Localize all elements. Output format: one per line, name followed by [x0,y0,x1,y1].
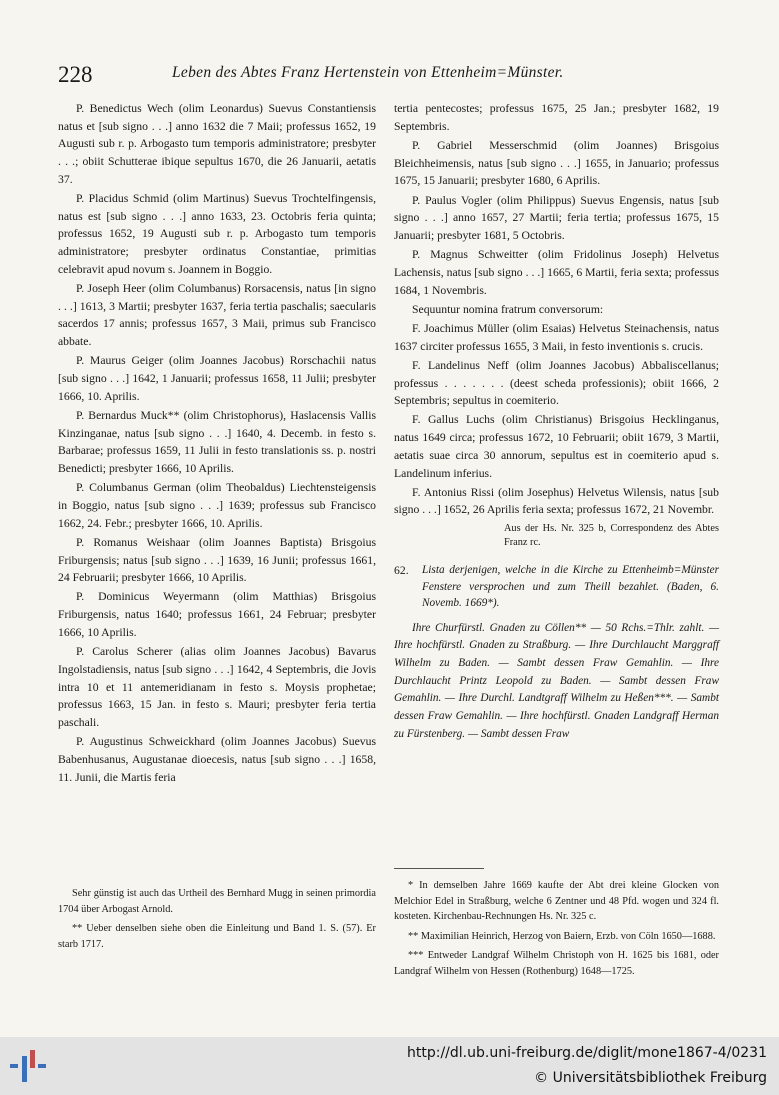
footnotes-right [394,878,719,983]
page-number: 228 [58,62,93,87]
ub-freiburg-logo-icon [10,1046,50,1086]
right-column [394,100,719,745]
register-entry: P. Paulus Vogler (olim Philippus) Suevus Engensis, natus [sub signo . . .] anno 1657, 27 Martii; feria tertia; professus 1675, 15 Januarii; presbyter 1681, 5 Octobris. [394,193,719,242]
running-head: Leben des Abtes Franz Hertenstein von Ettenheim=Münster. [172,64,564,81]
footnote: Sehr günstig ist auch das Urtheil des Bernhard Mugg in seinen primordia 1704 über Arbogast Arnold. [58,888,376,915]
register-entry: P. Magnus Schweitter (olim Fridolinus Joseph) Helvetus Lachensis, natus [sub signo . . .] 1665, 6 Martii, feria sexta; professus 1684, 1 Novembris. [394,248,719,297]
source-reference: Aus der Hs. Nr. 325 b, Correspondenz des Abtes Franz rc. [504,523,719,549]
register-entry: P. Maurus Geiger (olim Joannes Jacobus) Rorschachii natus [sub signo . . .] 1642, 1 Januarii; professus 1658, 11 Julii; presbyter 1666, 10. Aprilis. [58,354,376,403]
register-entry: P. Joseph Heer (olim Columbanus) Rorsacensis, natus [in signo . . .] 1613, 3 Martii; presbyter 1637, feria tertia paschalis; saecularis sacerdos 17 annis; professus 1657, 3 Maii, primus sub Francisco abbate. [58,282,376,349]
footnotes-left [58,886,376,956]
register-entry: F. Joachimus Müller (olim Esaias) Helvetus Steinachensis, natus 1637 circiter professus 1655, 3 Maii, in festo inventionis s. crucis. [394,321,719,353]
register-entry: F. Landelinus Neff (olim Joannes Jacobus) Abbaliscellanus; professus . . . . . . . (deest scheda professionis); obiit 1666, 2 Septembris; sepultus in coemiterio. [394,358,719,408]
register-entry: P. Benedictus Wech (olim Leonardus) Suevus Constantiensis natus et [sub signo . . .] anno 1632 die 7 Maii; professus 1652, 19 Augusti sub r. p. Arbogasto tum temporis administratore; presbyter . . .; obiit Schutterae ibique sepultus 1670, die 26 Januarii, aetatis 37. [58,102,376,186]
copyright-notice: © Universitätsbibliothek Freiburg [534,1070,767,1086]
footer-bar [0,1037,779,1095]
register-entry: P. Gabriel Messerschmid (olim Joannes) Brisgoius Bleichheimensis, natus [sub signo . . .] 1655, in Januario; professus 1675, 15 Januarii; presbyter 1680, 6 Aprilis. [394,138,719,188]
footnote-rule [394,868,484,869]
document-heading [394,562,719,612]
left-column [58,100,376,788]
register-entry: tertia pentecostes; professus 1675, 25 Jan.; presbyter 1682, 19 Septembris. [394,102,719,133]
footnote: ** Maximilian Heinrich, Herzog von Baiern, Erzb. von Cöln 1650—1688. [408,930,716,942]
register-entry: P. Augustinus Schweickhard (olim Joannes Jacobus) Suevus Babenhusanus, Augustanae dioecesis, natus [sub signo . . .] 1658, 11. Junii, die Martis feria [58,735,376,784]
register-entry: F. Gallus Luchs (olim Christianus) Brisgoius Hecklinganus, natus 1649 circa; professus 1672, 10 Februarii; obiit 1679, 3 Martii, aetatis suae circa 30 annorum, sepultus est in coemiterio apud s. Landelinum inferius. [394,413,719,480]
register-entry: P. Dominicus Weyermann (olim Matthias) Brisgoius Friburgensis, natus 1640; professus 1661, 24 Februar; presbyter 1666, 10 Aprilis. [58,590,376,639]
section-heading: Sequuntur nomina fratrum conversorum: [412,302,604,316]
register-entry: P. Columbanus German (olim Theobaldus) Liechtensteigensis in Boggio, natus [sub signo . . .] 1639; professus sub Francisco 1662, 24. Febr.; presbyter 1666, 10. Aprilis. [58,481,376,530]
footnote: ** Ueber denselben siehe oben die Einleitung und Band 1. S. (57). Er starb 1717. [58,923,376,950]
footnote: * In demselben Jahre 1669 kaufte der Abt drei kleine Glocken von Melchior Edel in Straßburg, welche 6 Zentner und 48 Pfd. wogen und 324 fl. kosteten. Kirchenbau-Rechnungen Hs. Nr. 325 c. [394,880,719,922]
permalink[interactable]: http://dl.ub.uni-freiburg.de/diglit/mone1867-4/0231 [407,1045,767,1061]
register-entry: F. Antonius Rissi (olim Josephus) Helvetus Wilensis, natus [sub signo . . .] 1652, 26 Aprilis feria sexta; professus 1672, 21 Novembr. [394,485,719,517]
footnote: *** Entweder Landgraf Wilhelm Christoph von H. 1625 bis 1681, oder Landgraf Wilhelm von Hessen (Rothenburg) 1648—1725. [394,950,719,977]
register-entry: P. Bernardus Muck** (olim Christophorus), Haslacensis Vallis Kinzinganae, natus [sub signo . . .] 1640, 4. Decemb. in festo s. Barbarae; professus 1659, 11 Julii in festo translationis ss. p. nostri Benedicti; presbyter 1666, 10 Aprilis. [58,408,376,476]
document-title: Lista derjenigen, welche in die Kirche zu Ettenheimb=Münster Fenstere versprochen und zum Theill bezahlet. (Baden, 6. Novemb. 1669*). [422,564,719,610]
register-entry: P. Romanus Weishaar (olim Joannes Baptista) Brisgoius Friburgensis; natus [sub signo . . .] 1639, 16 Junii; professus 1661, 24 Februarii; presbyter 1666, 10 Aprilis. [58,535,376,585]
register-entry: P. Placidus Schmid (olim Martinus) Suevus Trochtelfingensis, natus est [sub signo . . .] anno 1633, 23. Octobris feria quinta; professus 1652, 19 Augusti sub r. p. Arbogasto tum temporis administratore; presbyter ordinatus Constantiae, primitias celebravit apud novum s. Joannem in Boggio. [58,192,376,276]
document-number: 62. [394,564,409,578]
document-body: Ihre Churfürstl. Gnaden zu Cöllen** — 50 Rchs.=Thlr. zahlt. — Ihre hochfürstl. Gnaden zu Straßburg. — Ihre Durchlaucht Marggraff Wilhelm zu Baden. — Sambt dessen Fraw Gemahlin. — Ihre Durchlaucht Printz Leopold zu Baden. — Sambt dessen Fraw Gemahlin. — Ihre Durchl. Landtgraff Wilhelm zu Heßen***. — Sambt dessen Fraw Gemahlin. — Ihre hochfürstl. Gnaden Landgraff Herman zu Fürstenberg. — Sambt dessen Fraw [394,621,719,740]
register-entry: P. Carolus Scherer (alias olim Joannes Jacobus) Bavarus Ingolstadiensis, natus [sub signo . . .] 1642, 4 Septembris, die Jovis intra 10 et 11 antemeridianam in festo s. Moysis prophetae; professus 1663, 15 Jan. in festo s. Mauri; presbyter feria tertia paschali. [58,645,376,729]
